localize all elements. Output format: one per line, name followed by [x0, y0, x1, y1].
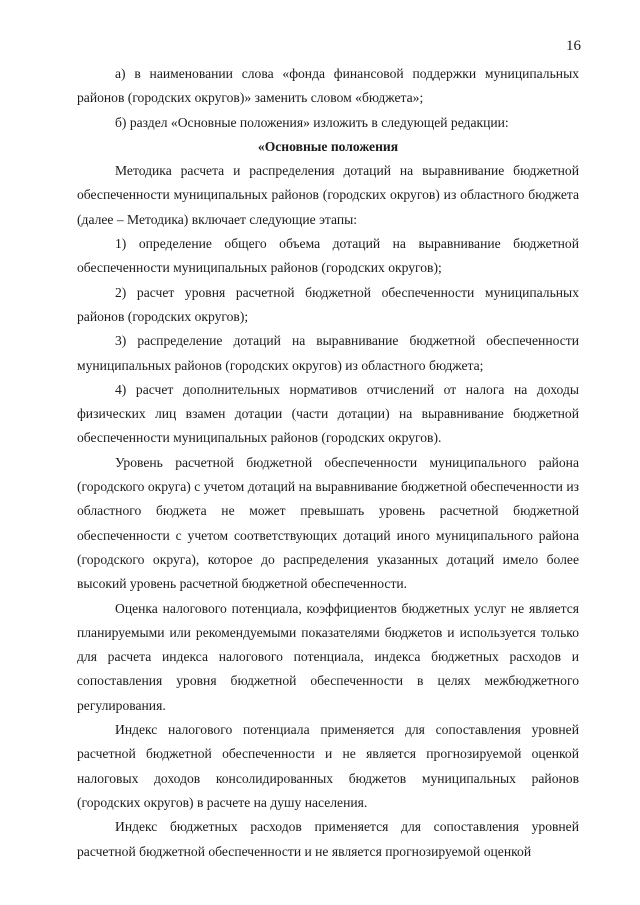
- list-item-2: 2) расчет уровня расчетной бюджетной обеспеченности муниципальных районов (городских округов);: [77, 284, 579, 324]
- paragraph-amendment-b: б) раздел «Основные положения» изложить в следующей редакции:: [115, 114, 509, 130]
- list-item-1: 1) определение общего объема дотаций на выравнивание бюджетной обеспеченности муниципальных районов (городских округов);: [77, 236, 579, 276]
- section-heading: «Основные положения: [257, 138, 399, 154]
- paragraph-amendment-a: а) в наименовании слова «фонда финансовой поддержки муниципальных районов (городских округов)» заменить словом «бюджета»;: [77, 66, 579, 106]
- page-number: 16: [566, 38, 581, 54]
- paragraph-tax-potential-index: Индекс налогового потенциала применяется для сопоставления уровней расчетной бюджетной обеспеченности и не является прогнозируемой оценкой налоговых доходов консолидированных бюджетов муниципальных районов (городских округов) в расчете на душу населения.: [77, 722, 579, 810]
- paragraph-budget-expenditure-index: Индекс бюджетных расходов применяется для сопоставления уровней расчетной бюджетной обеспеченности и не является прогнозируемой оценкой: [77, 819, 579, 859]
- document-body: [77, 62, 579, 864]
- list-item-3: 3) распределение дотаций на выравнивание бюджетной обеспеченности муниципальных районов (городских округов) из областного бюджета;: [77, 333, 579, 373]
- paragraph-tax-potential-assessment: Оценка налогового потенциала, коэффициентов бюджетных услуг не является планируемыми или рекомендуемыми показателями бюджетов и используется только для расчета индекса налогового потенциала, индекса бюджетных расходов и сопоставления уровня бюджетной обеспеченности в целях межбюджетного регулирования.: [77, 600, 579, 713]
- list-item-4: 4) расчет дополнительных нормативов отчислений от налога на доходы физических лиц взамен дотации (части дотации) на выравнивание бюджетной обеспеченности муниципальных районов (городских округов).: [77, 381, 579, 446]
- paragraph-equalization-limit: Уровень расчетной бюджетной обеспеченности муниципального района (городского округа) с учетом дотаций на выравнивание бюджетной обеспеченности из областного бюджета не может превышать уровень расчетной бюджетной обеспеченности с учетом соответствующих дотаций иного муниципального района (городского округа), которое до распределения указанных дотаций имело более высокий уровень расчетной бюджетной обеспеченности.: [77, 454, 579, 592]
- paragraph-methodology-intro: Методика расчета и распределения дотаций на выравнивание бюджетной обеспеченности муниципальных районов (городских округов) из областного бюджета (далее – Методика) включает следующие этапы:: [77, 163, 579, 227]
